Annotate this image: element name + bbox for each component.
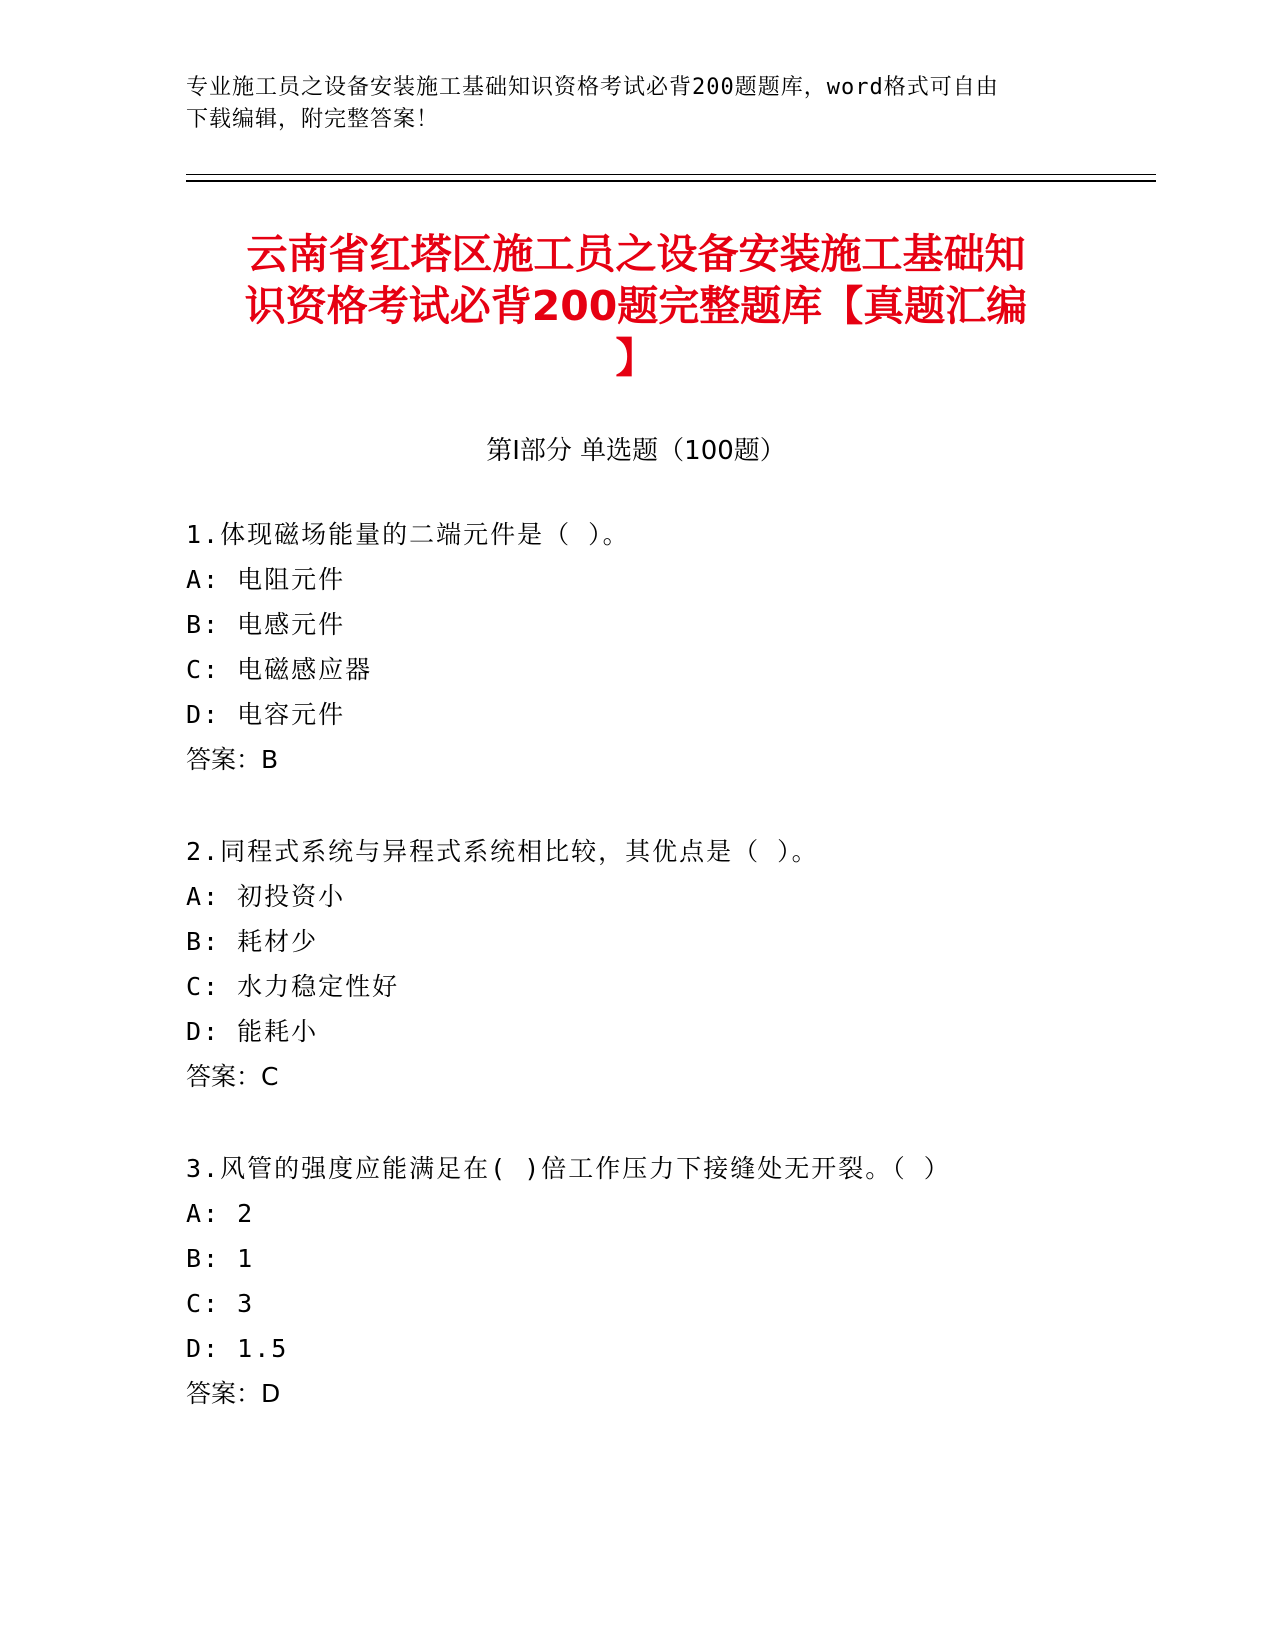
option-a: A: 电阻元件 <box>186 565 346 594</box>
title-line-3: 】 <box>615 334 657 382</box>
question-block-2 <box>186 829 1086 1099</box>
question-stem: 2.同程式系统与异程式系统相比较，其优点是（ ）。 <box>186 837 819 866</box>
answer-label: 答案：D <box>186 1379 281 1408</box>
answer-label: 答案：C <box>186 1062 279 1091</box>
header-divider-thick <box>186 180 1156 182</box>
question-stem: 3.风管的强度应能满足在( )倍工作压力下接缝处无开裂。（ ） <box>186 1154 951 1183</box>
intro-line-1: 专业施工员之设备安装施工基础知识资格考试必背200题题库，word格式可自由 <box>186 75 999 100</box>
option-c: C: 电磁感应器 <box>186 655 373 684</box>
section-heading: 第I部分 单选题（100题） <box>486 436 786 466</box>
title-line-2: 识资格考试必背200题完整题库【真题汇编 <box>244 282 1028 330</box>
option-d: D: 能耗小 <box>186 1017 319 1046</box>
option-d: D: 1.5 <box>186 1334 289 1363</box>
question-block-3 <box>186 1146 1086 1416</box>
option-a: A: 2 <box>186 1199 255 1228</box>
option-c: C: 水力稳定性好 <box>186 972 400 1001</box>
header-divider-thin <box>186 174 1156 175</box>
intro-line-2: 下载编辑，附完整答案！ <box>186 107 440 132</box>
document-title <box>186 228 1086 384</box>
question-block-1 <box>186 512 1086 782</box>
option-c: C: 3 <box>186 1289 255 1318</box>
intro-text <box>186 72 1086 136</box>
question-stem: 1.体现磁场能量的二端元件是（ ）。 <box>186 520 630 549</box>
option-a: A: 初投资小 <box>186 882 346 911</box>
option-b: B: 电感元件 <box>186 610 346 639</box>
option-b: B: 1 <box>186 1244 255 1273</box>
title-line-1: 云南省红塔区施工员之设备安装施工基础知 <box>246 230 1026 278</box>
option-b: B: 耗材少 <box>186 927 319 956</box>
option-d: D: 电容元件 <box>186 700 346 729</box>
answer-label: 答案：B <box>186 745 279 774</box>
